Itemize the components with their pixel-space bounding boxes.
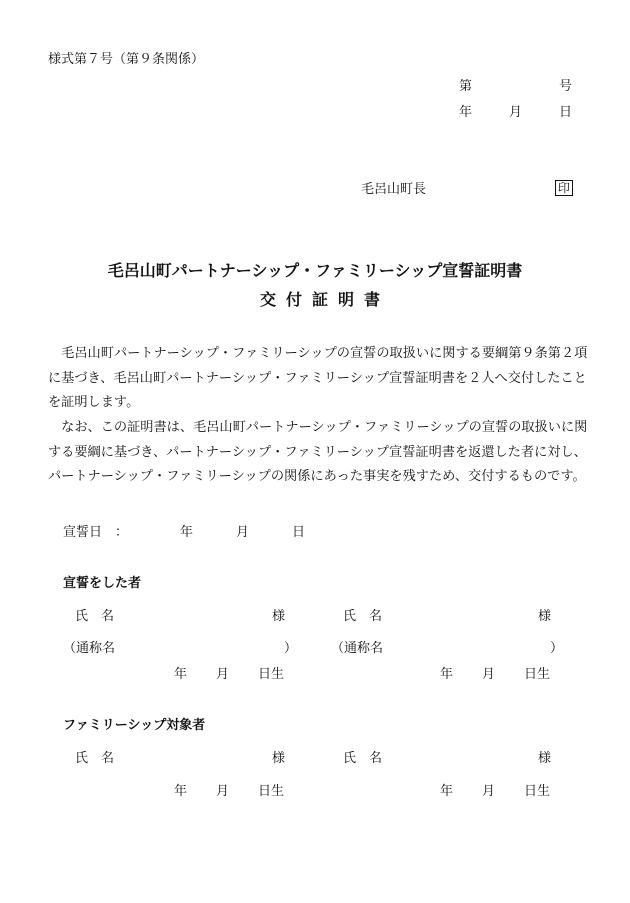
issuer-title: 毛呂山町長 (361, 182, 427, 197)
family-1-birth-day: 日生 (258, 784, 285, 799)
family-2-name-label: 氏 名 (343, 751, 383, 766)
document-subtitle: 交付証明書 (259, 290, 390, 309)
document-title: 毛呂山町パートナーシップ・ファミリーシップ宣誓証明書 (107, 261, 523, 280)
declarant-1-name-label: 氏 名 (75, 609, 115, 624)
body-paragraph-2: なお、この証明書は、毛呂山町パートナーシップ・ファミリーシップの宣誓の取扱いに関する要綱に基づき、パートナーシップ・ファミリーシップ宣誓証明書を返還した者に対し、パートナーシップ・ファミリーシップの関係にあった事実を残すため、交付するものです。 (48, 420, 588, 485)
declarant-2-alias-close: ） (550, 641, 564, 656)
declarant-1-honorific: 様 (272, 609, 286, 624)
oath-date-day: 日 (292, 525, 306, 540)
family-1-name-label: 氏 名 (75, 751, 115, 766)
oath-date-year: 年 (180, 525, 194, 540)
declarants-heading: 宣誓をした者 (63, 576, 142, 591)
family-2-birth-year: 年 (440, 784, 454, 799)
declarant-1-alias-close: ） (284, 641, 298, 656)
declarant-2-birth-day: 日生 (524, 667, 551, 682)
seal-mark: 印 (555, 180, 573, 196)
oath-date-label: 宣誓日 ： (63, 525, 129, 540)
declarant-2-name-label: 氏 名 (343, 609, 383, 624)
declarant-1-birth-month: 月 (216, 667, 230, 682)
declarant-2-honorific: 様 (538, 609, 552, 624)
body-paragraph-1: 毛呂山町パートナーシップ・ファミリーシップの宣誓の取扱いに関する要綱第９条第２項に基づき、毛呂山町パートナーシップ・ファミリーシップ宣誓証明書を２人へ交付したことを証明します。 (48, 346, 588, 411)
cert-number-prefix: 第 (459, 79, 473, 94)
family-heading: ファミリーシップ対象者 (63, 718, 206, 733)
declarant-2-alias-open: （通称名 (331, 641, 384, 656)
date-year: 年 (459, 105, 473, 120)
declarant-1-birth-year: 年 (174, 667, 188, 682)
family-1-birth-month: 月 (216, 784, 230, 799)
family-1-birth-year: 年 (174, 784, 188, 799)
family-2-birth-day: 日生 (524, 784, 551, 799)
declarant-1-alias-open: （通称名 (63, 641, 116, 656)
declarant-2-birth-month: 月 (482, 667, 496, 682)
family-1-honorific: 様 (272, 751, 286, 766)
cert-number-suffix: 号 (559, 79, 573, 94)
date-month: 月 (509, 105, 523, 120)
declarant-2-birth-year: 年 (440, 667, 454, 682)
form-number: 様式第７号（第９条関係） (48, 52, 205, 67)
declarant-1-birth-day: 日生 (258, 667, 285, 682)
oath-date-month: 月 (236, 525, 250, 540)
date-day: 日 (559, 105, 573, 120)
family-2-birth-month: 月 (482, 784, 496, 799)
family-2-honorific: 様 (538, 751, 552, 766)
